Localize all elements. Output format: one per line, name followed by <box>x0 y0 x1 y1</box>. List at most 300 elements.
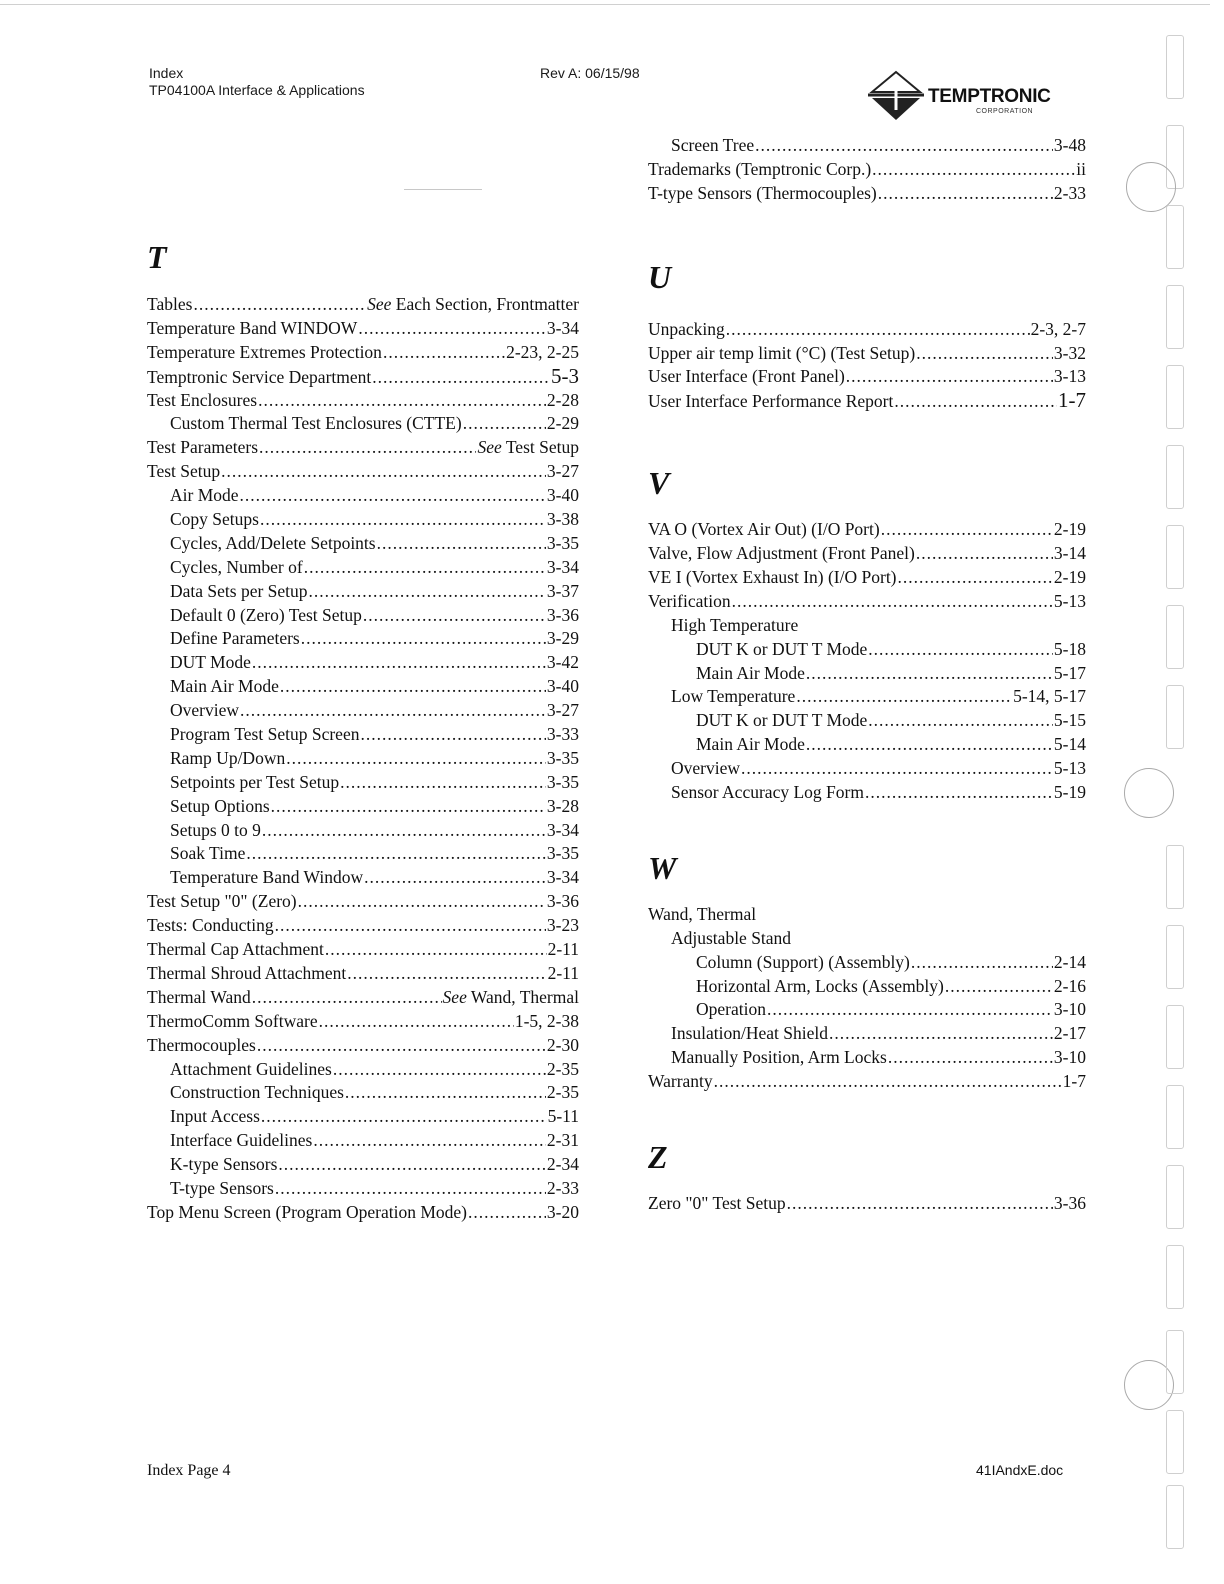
index-entry <box>147 723 579 747</box>
see-label: See <box>367 294 392 314</box>
binder-tab <box>1166 685 1184 749</box>
entry-term: Upper air temp limit (°C) (Test Setup) <box>648 342 916 363</box>
index-entry <box>648 951 1086 975</box>
see-label: See <box>442 986 467 1007</box>
page-reference: 3-40 <box>546 485 579 506</box>
dot-leader <box>888 1046 1053 1070</box>
index-entry <box>147 484 579 508</box>
entry-term: Overview <box>671 758 741 779</box>
index-entry <box>648 781 1086 805</box>
entry-term: Test Parameters <box>147 437 259 458</box>
page-reference: 3-34 <box>546 867 579 888</box>
index-entry <box>147 508 579 532</box>
page-reference: 3-14 <box>1053 543 1086 564</box>
dot-leader <box>363 604 546 628</box>
binder-tab <box>1166 605 1184 669</box>
entry-term: Verification <box>648 590 731 611</box>
binder-tab <box>1166 925 1184 989</box>
dot-leader <box>383 341 505 365</box>
index-entry <box>147 604 579 628</box>
page-reference: 1-7 <box>1062 1071 1086 1092</box>
page-reference: 2-11 <box>547 962 579 983</box>
see-target: Test Setup <box>505 437 579 458</box>
page-reference: 3-38 <box>546 509 579 530</box>
dot-leader <box>319 1010 514 1034</box>
section-letter-z: Z <box>648 1139 668 1176</box>
page-reference: 3-10 <box>1053 1047 1086 1068</box>
page-reference: 5-15 <box>1053 710 1086 731</box>
page-reference: 3-34 <box>546 556 579 577</box>
entry-term: Main Air Mode <box>696 662 805 683</box>
document-header <box>149 65 365 99</box>
page-reference: 5-11 <box>547 1106 579 1127</box>
page-reference: 2-30 <box>546 1034 579 1055</box>
index-entry <box>648 318 1086 342</box>
index-entry <box>147 627 579 651</box>
index-entry <box>147 1201 579 1225</box>
index-entry <box>648 342 1086 366</box>
see-reference <box>477 436 579 460</box>
entry-term: Manually Position, Arm Locks <box>671 1047 887 1068</box>
index-entry <box>648 158 1086 182</box>
entry-term: Define Parameters <box>170 628 300 649</box>
index-entry <box>147 1153 579 1177</box>
index-entry <box>648 1070 1086 1094</box>
index-entry <box>147 866 579 890</box>
index-column-right <box>648 134 1086 1216</box>
page-reference: 2-35 <box>546 1058 579 1079</box>
header-doc-title: TP04100A Interface & Applications <box>149 82 365 98</box>
entry-term: Program Test Setup Screen <box>170 724 360 745</box>
dot-leader <box>221 460 546 484</box>
entry-term: T-type Sensors <box>170 1177 274 1198</box>
dot-leader <box>741 757 1053 781</box>
dot-leader <box>878 182 1053 206</box>
entry-term: T-type Sensors (Thermocouples) <box>648 182 877 203</box>
dot-leader <box>787 1192 1053 1216</box>
page-reference: 5-17 <box>1053 662 1086 683</box>
dot-leader <box>829 1022 1053 1046</box>
entry-term: Thermal Shroud Attachment <box>147 962 347 983</box>
dot-leader <box>193 293 366 317</box>
index-entry <box>147 532 579 556</box>
entry-term: Main Air Mode <box>696 734 805 755</box>
dot-leader <box>240 484 546 508</box>
index-entry <box>648 542 1086 566</box>
index-entry <box>147 293 579 317</box>
index-entry <box>147 1129 579 1153</box>
dot-leader <box>333 1058 546 1082</box>
footer-page-number: Index Page 4 <box>147 1462 231 1479</box>
page-reference: 3-36 <box>1053 1193 1086 1214</box>
index-entry <box>648 389 1086 413</box>
dot-leader <box>271 795 546 819</box>
dot-leader <box>881 518 1053 542</box>
entry-term: Thermal Cap Attachment <box>147 939 324 960</box>
binder-tab <box>1166 205 1184 269</box>
dot-leader <box>945 975 1053 999</box>
index-entry <box>648 757 1086 781</box>
page-reference: 3-36 <box>546 604 579 625</box>
page-reference: 2-14 <box>1053 951 1086 972</box>
dot-leader <box>262 819 546 843</box>
index-entry <box>147 412 579 436</box>
dot-leader <box>714 1070 1062 1094</box>
index-entry <box>147 341 579 365</box>
page-reference: 3-23 <box>546 915 579 936</box>
entry-term: Interface Guidelines <box>170 1130 313 1151</box>
page-reference: 2-29 <box>546 413 579 434</box>
see-label: See <box>477 437 502 458</box>
page-reference: 3-34 <box>546 819 579 840</box>
index-entry <box>147 914 579 938</box>
index-entry <box>147 1058 579 1082</box>
dot-leader <box>732 590 1053 614</box>
page-reference: 2-17 <box>1053 1023 1086 1044</box>
dot-leader <box>806 662 1053 686</box>
page-reference: 3-37 <box>546 580 579 601</box>
index-entry <box>648 1046 1086 1070</box>
binder-tab <box>1166 285 1184 349</box>
page-reference: 3-35 <box>546 843 579 864</box>
section-letter-w: W <box>648 849 677 886</box>
dot-leader <box>755 134 1053 158</box>
index-entry <box>648 709 1086 733</box>
dot-leader <box>340 771 546 795</box>
see-reference <box>367 293 579 317</box>
page-reference: 2-23, 2-25 <box>506 341 579 362</box>
footer-filename: 41IAndxE.doc <box>976 1462 1064 1478</box>
entry-term: Screen Tree <box>671 135 755 155</box>
entry-term: Temperature Band WINDOW <box>147 317 358 338</box>
dot-leader <box>868 638 1053 662</box>
page-reference: 2-28 <box>546 389 579 410</box>
page-reference: 3-13 <box>1053 366 1086 387</box>
page-reference: 3-40 <box>546 676 579 697</box>
index-entry <box>147 938 579 962</box>
entry-term: Temperature Extremes Protection <box>147 341 382 362</box>
entry-term: Custom Thermal Test Enclosures (CTTE) <box>170 413 462 434</box>
see-reference <box>443 986 579 1010</box>
dot-leader <box>463 412 546 436</box>
page-reference: 5-19 <box>1053 782 1086 803</box>
index-entry <box>147 842 579 866</box>
w-entry-list <box>648 903 1086 1094</box>
page-reference: 3-20 <box>546 1201 579 1222</box>
dot-leader <box>358 317 546 341</box>
page-reference: 3-35 <box>546 771 579 792</box>
entry-term: VA O (Vortex Air Out) (I/O Port) <box>648 519 880 540</box>
index-entry <box>147 556 579 580</box>
page-reference: 2-11 <box>547 939 579 960</box>
page-reference: 5-14, 5-17 <box>1013 686 1086 707</box>
index-entry <box>147 819 579 843</box>
entry-term: Warranty <box>648 1071 713 1092</box>
dot-leader <box>372 366 550 390</box>
page-reference: 2-33 <box>546 1177 579 1198</box>
index-entry <box>147 460 579 484</box>
dot-leader <box>258 389 546 413</box>
entry-term: Unpacking <box>648 318 725 339</box>
binder-tab <box>1166 1245 1184 1309</box>
binder-tab <box>1166 365 1184 429</box>
page-reference: 3-42 <box>546 652 579 673</box>
dot-leader <box>726 318 1030 342</box>
dot-leader <box>865 781 1053 805</box>
page-reference: 2-16 <box>1053 975 1086 996</box>
index-entry <box>648 998 1086 1022</box>
page-reference: 2-31 <box>546 1130 579 1151</box>
section-letter-v: V <box>648 465 670 502</box>
page-reference: 3-32 <box>1053 342 1086 363</box>
entry-term: Test Setup "0" (Zero) <box>147 891 297 912</box>
page-reference: 5-13 <box>1053 590 1086 611</box>
see-target: Each Section, Frontmatter <box>395 294 579 314</box>
index-entry <box>648 927 1086 951</box>
dot-leader <box>377 532 546 556</box>
entry-term: Setpoints per Test Setup <box>170 771 340 792</box>
page-reference: 2-34 <box>546 1154 579 1175</box>
entry-term: Test Setup <box>147 461 221 482</box>
dot-leader <box>280 675 546 699</box>
entry-term: DUT K or DUT T Mode <box>696 710 868 731</box>
entry-term: Wand, Thermal <box>648 903 757 924</box>
entry-term: Temperature Band Window <box>170 867 364 888</box>
index-entry <box>648 685 1086 709</box>
page-reference: 3-33 <box>546 724 579 745</box>
binder-tab <box>1166 845 1184 909</box>
dot-leader <box>898 566 1053 590</box>
dot-leader <box>252 986 442 1010</box>
entry-term: Default 0 (Zero) Test Setup <box>170 604 362 625</box>
dot-leader <box>261 1105 547 1129</box>
entry-term: Thermal Wand <box>147 986 251 1007</box>
page-reference: 3-35 <box>546 747 579 768</box>
page-reference: ii <box>1076 158 1086 179</box>
dot-leader <box>257 1034 546 1058</box>
dot-leader <box>345 1081 546 1105</box>
index-entry <box>147 365 579 389</box>
dot-leader <box>806 733 1053 757</box>
right-continued-list <box>648 134 1086 206</box>
entry-term: Horizontal Arm, Locks (Assembly) <box>696 975 944 996</box>
dot-leader <box>911 951 1053 975</box>
header-section: Index <box>149 65 184 81</box>
section-letter-u: U <box>648 258 672 295</box>
entry-term: Setups 0 to 9 <box>170 819 261 840</box>
dot-leader <box>894 390 1057 414</box>
entry-term: Tables <box>147 294 193 314</box>
dot-leader <box>468 1201 546 1225</box>
dot-leader <box>916 342 1053 366</box>
dot-leader <box>313 1129 546 1153</box>
section-letter-t: T <box>147 239 167 275</box>
z-entry-list <box>648 1192 1086 1216</box>
logo-name: TEMPTRONIC <box>928 86 1051 107</box>
page-reference: 2-19 <box>1053 519 1086 540</box>
index-entry <box>648 638 1086 662</box>
page-reference: 3-36 <box>546 891 579 912</box>
binder-tab <box>1166 1165 1184 1229</box>
page-reference: 3-27 <box>546 461 579 482</box>
entry-term: Thermocouples <box>147 1034 256 1055</box>
binder-tab <box>1166 1410 1184 1474</box>
dot-leader <box>275 914 546 938</box>
dot-leader <box>868 709 1053 733</box>
index-entry <box>648 733 1086 757</box>
dot-leader <box>298 890 546 914</box>
entry-term: Temptronic Service Department <box>147 366 372 387</box>
page-reference: 5-3 <box>551 363 579 388</box>
dot-leader <box>872 158 1075 182</box>
binder-tab <box>1166 35 1184 99</box>
page-reference: 3-27 <box>546 700 579 721</box>
index-entry <box>648 1192 1086 1216</box>
entry-term: DUT Mode <box>170 652 251 673</box>
index-entry <box>147 675 579 699</box>
index-entry <box>648 1022 1086 1046</box>
page-reference: 5-14 <box>1053 734 1086 755</box>
entry-term: Air Mode <box>170 485 239 506</box>
page-reference: 5-18 <box>1053 638 1086 659</box>
index-entry <box>147 1010 579 1034</box>
dot-leader <box>246 842 546 866</box>
entry-term: Operation <box>696 999 766 1020</box>
entry-term: Zero "0" Test Setup <box>648 1193 786 1214</box>
page-reference: 3-35 <box>546 532 579 553</box>
logo-emblem-icon <box>866 70 926 122</box>
binder-edge <box>1160 30 1196 1550</box>
page-reference: 2-35 <box>546 1082 579 1103</box>
entry-term: Test Enclosures <box>147 389 258 410</box>
entry-term: Cycles, Number of <box>170 556 303 577</box>
index-entry <box>648 662 1086 686</box>
page-reference: 2-19 <box>1053 567 1086 588</box>
top-edge-line <box>0 4 1210 5</box>
dot-leader <box>252 651 546 675</box>
binder-tab <box>1166 445 1184 509</box>
entry-term: Low Temperature <box>671 686 796 707</box>
dot-leader <box>301 627 546 651</box>
entry-term: Copy Setups <box>170 509 259 530</box>
dot-leader <box>325 938 547 962</box>
index-entry <box>147 1081 579 1105</box>
index-entry <box>648 903 1086 927</box>
index-entry <box>147 436 579 460</box>
entry-term: Construction Techniques <box>170 1082 344 1103</box>
index-column-left <box>147 240 579 1225</box>
dot-leader <box>364 866 546 890</box>
logo-subtitle: CORPORATION <box>976 108 1034 115</box>
index-entry <box>147 986 579 1010</box>
dot-leader <box>260 508 546 532</box>
entry-term: Insulation/Heat Shield <box>671 1023 828 1044</box>
dot-leader <box>286 747 546 771</box>
entry-term: Column (Support) (Assembly) <box>696 951 910 972</box>
index-entry <box>147 580 579 604</box>
binder-tab <box>1166 525 1184 589</box>
v-entry-list <box>648 518 1086 805</box>
entry-term: Top Menu Screen (Program Operation Mode) <box>147 1201 468 1222</box>
dot-leader <box>278 1153 546 1177</box>
entry-term: Overview <box>170 700 240 721</box>
dot-leader <box>767 998 1053 1022</box>
index-entry <box>147 747 579 771</box>
entry-term: VE I (Vortex Exhaust In) (I/O Port) <box>648 567 897 588</box>
page-reference: 1-5, 2-38 <box>514 1010 579 1031</box>
entry-term: Valve, Flow Adjustment (Front Panel) <box>648 543 915 564</box>
entry-term: K-type Sensors <box>170 1154 278 1175</box>
entry-term: User Interface Performance Report <box>648 391 894 412</box>
dot-leader <box>259 436 476 460</box>
index-entry <box>147 1177 579 1201</box>
index-entry <box>648 518 1086 542</box>
entry-term: Adjustable Stand <box>671 927 792 948</box>
dot-leader <box>309 580 546 604</box>
see-target: Wand, Thermal <box>470 986 579 1007</box>
index-entry <box>147 962 579 986</box>
dot-leader <box>347 962 546 986</box>
index-entry <box>147 317 579 341</box>
left-entry-list <box>147 293 579 1225</box>
binder-tab <box>1166 1085 1184 1149</box>
entry-term: User Interface (Front Panel) <box>648 366 845 387</box>
entry-term: DUT K or DUT T Mode <box>696 638 868 659</box>
dot-leader <box>796 685 1012 709</box>
entry-term: Tests: Conducting <box>147 915 274 936</box>
entry-term: Setup Options <box>170 795 270 816</box>
index-entry <box>648 975 1086 999</box>
dot-leader <box>846 365 1053 389</box>
page-reference: 3-28 <box>546 795 579 816</box>
entry-term: Attachment Guidelines <box>170 1058 332 1079</box>
dot-leader <box>240 699 546 723</box>
index-entry <box>648 590 1086 614</box>
entry-term: Soak Time <box>170 843 246 864</box>
index-entry <box>648 614 1086 638</box>
entry-term: Trademarks (Temptronic Corp.) <box>648 158 872 179</box>
index-entry <box>147 890 579 914</box>
page-reference: 2-33 <box>1053 182 1086 203</box>
entry-term: ThermoComm Software <box>147 1010 318 1031</box>
entry-term: Input Access <box>170 1106 260 1127</box>
entry-term: High Temperature <box>671 614 799 635</box>
page-reference: 2-3, 2-7 <box>1030 318 1086 339</box>
index-entry <box>648 365 1086 389</box>
temptronic-logo <box>866 70 1056 122</box>
dot-leader <box>360 723 545 747</box>
entry-term: Sensor Accuracy Log Form <box>671 782 864 803</box>
index-entry <box>147 795 579 819</box>
index-entry <box>147 389 579 413</box>
binder-ring-hole <box>1124 768 1174 818</box>
index-entry <box>147 651 579 675</box>
index-entry <box>147 699 579 723</box>
u-entry-list <box>648 318 1086 414</box>
entry-term: Main Air Mode <box>170 676 279 697</box>
binder-tab <box>1166 1005 1184 1069</box>
page-reference: 3-34 <box>546 317 579 338</box>
entry-term: Data Sets per Setup <box>170 580 308 601</box>
dot-leader <box>916 542 1053 566</box>
index-entry <box>648 182 1086 206</box>
index-entry <box>147 1034 579 1058</box>
page-reference: 3-48 <box>1053 135 1086 155</box>
divider <box>404 189 482 190</box>
entry-term: Cycles, Add/Delete Setpoints <box>170 532 376 553</box>
binder-tab <box>1166 1485 1184 1549</box>
page-reference: 1-7 <box>1058 388 1086 413</box>
